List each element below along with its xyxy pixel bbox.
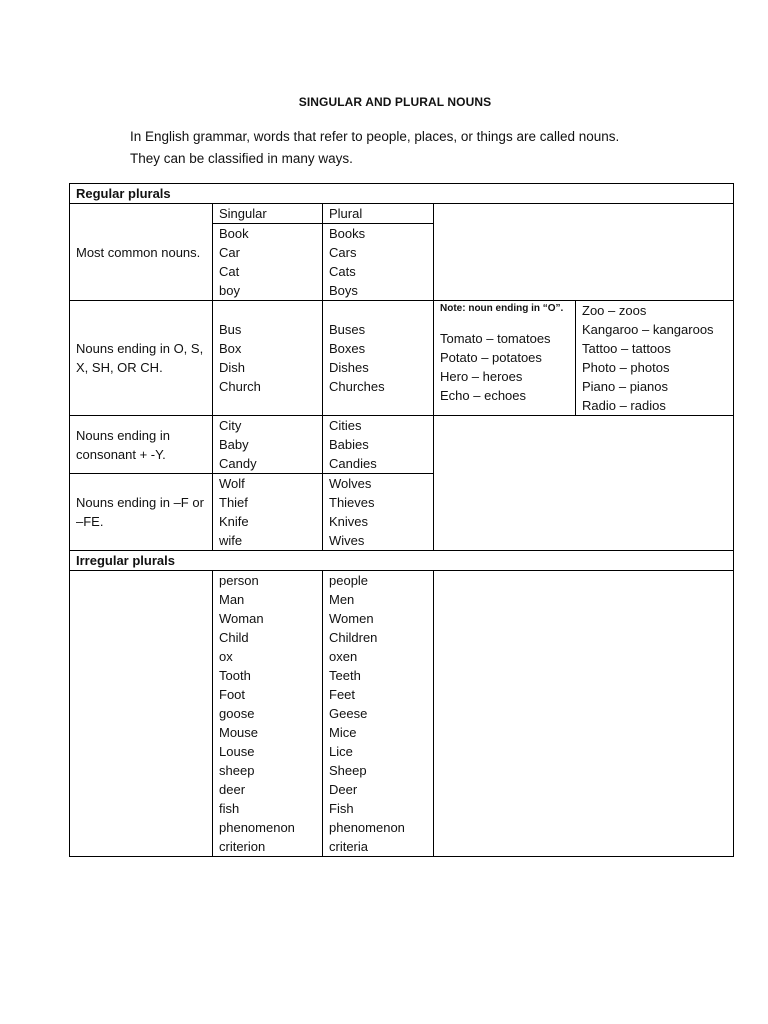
plural-list-consonant-y [323, 416, 434, 474]
singular-list-o-s-x [213, 301, 323, 416]
note-examples-list [440, 329, 569, 405]
list-item: oxen [329, 649, 358, 664]
list-item: Wives [329, 533, 365, 548]
list-item: Deer [329, 782, 358, 797]
list-item: Churches [329, 379, 385, 394]
list-item: Candies [329, 456, 377, 471]
list-item: boy [219, 283, 240, 298]
list-item: Louse [219, 744, 255, 759]
singular-list-f-fe [213, 474, 323, 551]
other-o-examples-list [576, 301, 734, 416]
list-item: people [329, 573, 369, 588]
list-item: Tomato – tomatoes [440, 331, 551, 346]
list-item: Box [219, 341, 242, 356]
nouns-table [69, 183, 734, 857]
list-item: Cats [329, 264, 356, 279]
empty-cell [434, 416, 734, 551]
list-item: Books [329, 226, 366, 241]
list-item: Tooth [219, 668, 251, 683]
list-item: Knife [219, 514, 249, 529]
list-item: Thieves [329, 495, 375, 510]
list-item: Car [219, 245, 240, 260]
plural-list-irregular [323, 571, 434, 857]
list-item: Tattoo – tattoos [582, 341, 671, 356]
list-item: fish [219, 801, 240, 816]
list-item: Boys [329, 283, 358, 298]
col-header-plural: Plural [323, 204, 434, 224]
list-item: Feet [329, 687, 356, 702]
list-item: Echo – echoes [440, 388, 527, 403]
list-item: Potato – potatoes [440, 350, 542, 365]
list-item: Dishes [329, 360, 369, 375]
document-title: SINGULAR AND PLURAL NOUNS [298, 95, 492, 109]
list-item: criterion [219, 839, 266, 854]
plural-list-common [323, 224, 434, 301]
list-item: Babies [329, 437, 369, 452]
list-item: goose [219, 706, 255, 721]
list-item: Fish [329, 801, 354, 816]
category-o-s-x-sh-ch: Nouns ending in O, S, X, SH, OR CH. [70, 301, 213, 416]
category-most-common: Most common nouns. [70, 204, 213, 301]
regular-plurals-header: Regular plurals [70, 184, 734, 204]
note-o-ending [434, 301, 576, 416]
category-consonant-y: Nouns ending in consonant + -Y. [70, 416, 213, 474]
singular-list-common [213, 224, 323, 301]
list-item: Book [219, 226, 249, 241]
list-item: Foot [219, 687, 246, 702]
list-item: sheep [219, 763, 255, 778]
list-item: ox [219, 649, 233, 664]
list-item: Mice [329, 725, 357, 740]
col-header-singular: Singular [213, 204, 323, 224]
list-item: Dish [219, 360, 246, 375]
list-item: criteria [329, 839, 369, 854]
list-item: Wolf [219, 476, 245, 491]
list-item: Child [219, 630, 249, 645]
list-item: Zoo – zoos [582, 303, 647, 318]
empty-cell [434, 204, 734, 301]
list-item: Teeth [329, 668, 361, 683]
list-item: Geese [329, 706, 368, 721]
list-item: Mouse [219, 725, 259, 740]
list-item: deer [219, 782, 246, 797]
list-item: Buses [329, 322, 366, 337]
list-item: Knives [329, 514, 369, 529]
list-item: Cities [329, 418, 362, 433]
list-item: City [219, 418, 242, 433]
empty-cell [434, 571, 734, 857]
list-item: Photo – photos [582, 360, 670, 375]
list-item: Bus [219, 322, 242, 337]
list-item: Men [329, 592, 355, 607]
category-f-fe: Nouns ending in –F or –FE. [70, 474, 213, 551]
plural-list-o-s-x [323, 301, 434, 416]
list-item: Radio – radios [582, 398, 666, 413]
intro-line-2: They can be classified in many ways. [130, 151, 353, 166]
list-item: Wolves [329, 476, 372, 491]
list-item: Kangaroo – kangaroos [582, 322, 714, 337]
list-item: Thief [219, 495, 248, 510]
list-item: Candy [219, 456, 257, 471]
list-item: Woman [219, 611, 264, 626]
plural-list-f-fe [323, 474, 434, 551]
list-item: Baby [219, 437, 249, 452]
list-item: person [219, 573, 259, 588]
list-item: phenomenon [329, 820, 405, 835]
list-item: Hero – heroes [440, 369, 523, 384]
list-item: Boxes [329, 341, 366, 356]
list-item: Man [219, 592, 245, 607]
list-item: Sheep [329, 763, 367, 778]
list-item: Lice [329, 744, 353, 759]
list-item: wife [219, 533, 243, 548]
list-item: Children [329, 630, 378, 645]
list-item: Women [329, 611, 374, 626]
singular-list-consonant-y [213, 416, 323, 474]
list-item: Church [219, 379, 261, 394]
intro-paragraph [130, 126, 619, 170]
irregular-plurals-header: Irregular plurals [70, 551, 734, 571]
list-item: phenomenon [219, 820, 295, 835]
intro-line-1: In English grammar, words that refer to people, places, or things are called nouns. [130, 129, 620, 144]
list-item: Cars [329, 245, 357, 260]
singular-list-irregular [213, 571, 323, 857]
list-item: Cat [219, 264, 240, 279]
empty-cell [70, 571, 213, 857]
note-label: Note: noun ending in “O”. [440, 303, 564, 314]
list-item: Piano – pianos [582, 379, 669, 394]
